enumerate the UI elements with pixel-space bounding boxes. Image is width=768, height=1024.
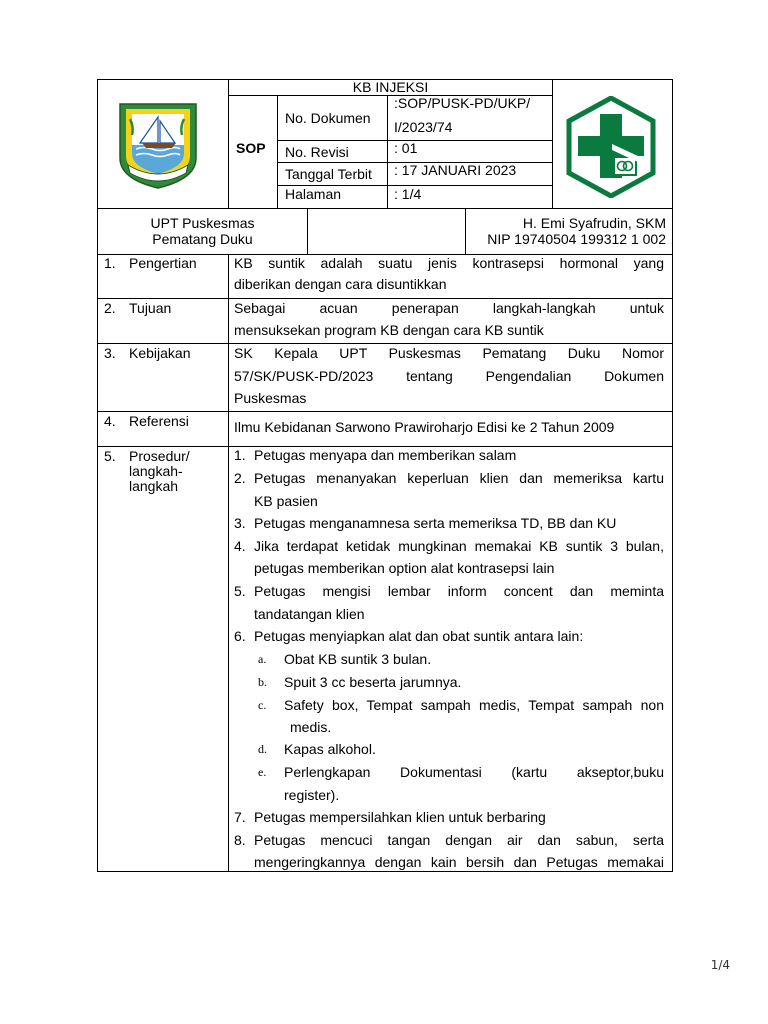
step-text: Petugas mengisi lembar inform concent dan meminta <box>254 583 664 599</box>
section-3-text-line1: SK Kepala UPT Puskesmas Pematang Duku Nomor <box>234 345 664 361</box>
step-number: 4. <box>234 538 246 554</box>
section-3-text-line3: Puskesmas <box>234 390 307 406</box>
step-text: Petugas menyiapkan alat dan obat suntik antara lain: <box>254 628 584 644</box>
substep-letter: e. <box>258 765 267 779</box>
section-2-text-line1: Sebagai acuan penerapan langkah-langkah untuk <box>234 300 664 316</box>
signer-nip: NIP 19740504 199312 1 002 <box>487 231 666 247</box>
step-number: 5. <box>234 583 246 599</box>
step-text: Petugas menyapa dan memberikan salam <box>254 447 517 463</box>
substep-letter: d. <box>258 742 267 756</box>
puskesmas-cross-icon <box>565 96 657 198</box>
step-text: Petugas menanyakan keperluan klien dan memeriksa kartu <box>254 470 664 486</box>
section-5-label-line1: Prosedur/ <box>129 448 190 464</box>
section-1-number: 1. <box>104 255 116 271</box>
step-text-continued: KB pasien <box>254 493 318 509</box>
doc-no-label: No. Dokumen <box>285 110 371 126</box>
step-text: Petugas mencuci tangan dengan air dan sabun, serta <box>254 832 664 848</box>
section-5-label-line2: langkah- <box>129 463 183 479</box>
document-title: KB INJEKSI <box>352 79 429 95</box>
section-1-text-line2: diberikan dengan cara disuntikkan <box>234 276 447 292</box>
step-text-continued: mengeringkannya dengan kain bersih dan Petugas memakai <box>254 854 664 870</box>
revision-value: : 01 <box>394 140 418 156</box>
section-2-number: 2. <box>104 300 116 316</box>
section-5-label-line3: langkah <box>129 478 179 494</box>
step-number: 2. <box>234 470 246 486</box>
step-text: Petugas mempersilahkan klien untuk berbaring <box>254 809 546 825</box>
revision-label: No. Revisi <box>285 144 349 160</box>
section-1-text-line1: KB suntik adalah suatu jenis kontrasepsi hormonal yang <box>234 255 664 271</box>
issue-date-label: Tanggal Terbit <box>285 166 372 182</box>
sop-label: SOP <box>236 140 266 156</box>
substep-text: Kapas alkohol. <box>284 741 376 757</box>
step-text: Jika terdapat ketidak mungkinan memakai KB suntik 3 bulan, <box>254 538 664 554</box>
section-2-label: Tujuan <box>129 300 172 316</box>
substep-text-continued: register). <box>284 787 340 803</box>
section-3-text-line2: 57/SK/PUSK-PD/2023 tentang Pengendalian Dokumen <box>234 368 664 384</box>
page-label: Halaman <box>285 186 342 202</box>
section-2-text-line2: mensuksekan program KB dengan cara KB suntik <box>234 322 544 338</box>
step-number: 1. <box>234 447 246 463</box>
substep-letter: c. <box>258 698 267 712</box>
section-5-number: 5. <box>104 448 116 464</box>
page-value: : 1/4 <box>394 186 422 202</box>
doc-no-value-line2: I/2023/74 <box>394 119 453 135</box>
step-number: 3. <box>234 515 246 531</box>
step-number: 7. <box>234 809 246 825</box>
substep-letter: a. <box>258 652 267 666</box>
substep-letter: b. <box>258 675 267 689</box>
substep-text-continued: medis. <box>290 719 332 735</box>
org-name-line1: UPT Puskesmas <box>150 215 255 231</box>
issue-date-value: : 17 JANUARI 2023 <box>394 162 517 178</box>
signer-name: H. Emi Syafrudin, SKM <box>522 215 666 231</box>
puskesmas-logo <box>565 96 657 198</box>
section-4-text: Ilmu Kebidanan Sarwono Prawiroharjo Edisi ke 2 Tahun 2009 <box>234 419 615 435</box>
substep-text: Safety box, Tempat sampah medis, Tempat sampah non <box>284 697 664 713</box>
substep-text: Spuit 3 cc beserta jarumnya. <box>284 674 462 690</box>
step-text-continued: petugas memberikan option alat kontrasepsi lain <box>254 560 555 576</box>
substep-text: Perlengkapan Dokumentasi (kartu akseptor,buku <box>284 764 664 780</box>
step-number: 8. <box>234 832 246 848</box>
step-text-continued: tandatangan klien <box>254 606 365 622</box>
doc-no-value-line1: :SOP/PUSK-PD/UKP/ <box>394 95 531 111</box>
org-name-line2: Pematang Duku <box>152 231 253 247</box>
district-logo <box>118 103 198 189</box>
section-3-label: Kebijakan <box>129 345 191 361</box>
section-1-label: Pengertian <box>129 255 197 271</box>
substep-text: Obat KB suntik 3 bulan. <box>284 651 432 667</box>
page-indicator: 1/4 <box>710 958 730 972</box>
section-3-number: 3. <box>104 345 116 361</box>
step-number: 6. <box>234 628 246 644</box>
section-4-label: Referensi <box>129 413 189 429</box>
section-4-number: 4. <box>104 413 116 429</box>
district-emblem-icon <box>118 103 198 189</box>
step-text: Petugas menganamnesa serta memeriksa TD, BB dan KU <box>254 515 617 531</box>
